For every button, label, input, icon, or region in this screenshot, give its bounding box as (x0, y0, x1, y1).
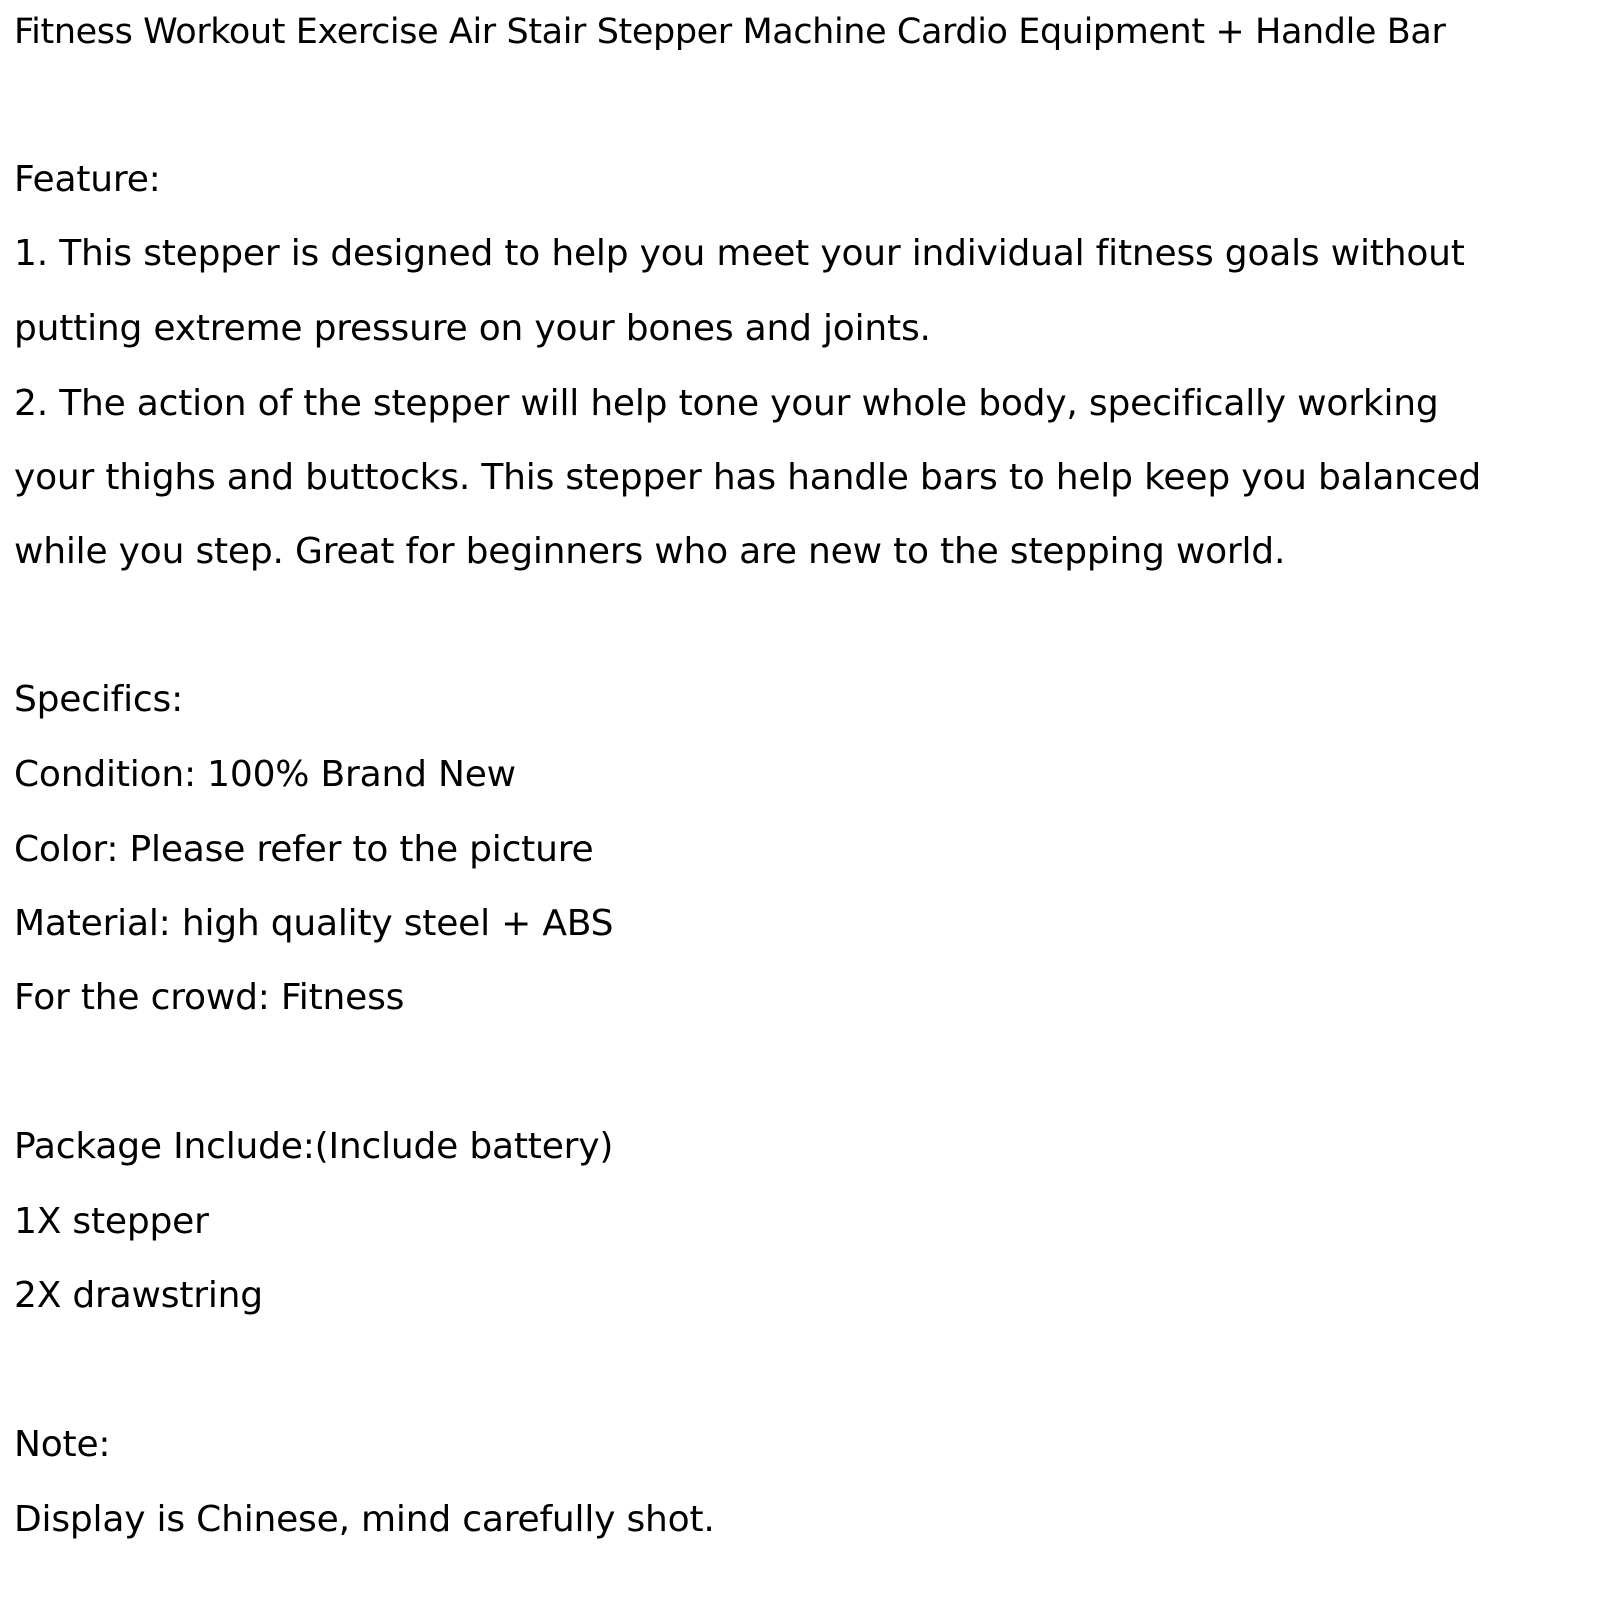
specifics-line: Material: high quality steel + ABS (14, 903, 614, 944)
feature-line: 1. This stepper is designed to help you meet your individual fitness goals without (14, 233, 1465, 274)
specifics-line: Condition: 100% Brand New (14, 754, 516, 795)
package-line: 1X stepper (14, 1201, 209, 1242)
package-heading: Package Include:(Include battery) (14, 1126, 614, 1167)
feature-heading: Feature: (14, 159, 161, 200)
feature-line: your thighs and buttocks. This stepper has handle bars to help keep you balanced (14, 457, 1481, 498)
specifics-line: For the crowd: Fitness (14, 977, 405, 1018)
feature-line: 2. The action of the stepper will help tone your whole body, specifically working (14, 383, 1439, 424)
note-heading: Note: (14, 1424, 111, 1465)
feature-line: while you step. Great for beginners who are new to the stepping world. (14, 531, 1286, 572)
package-line: 2X drawstring (14, 1275, 263, 1316)
product-title: Fitness Workout Exercise Air Stair Stepper Machine Cardio Equipment + Handle Bar (14, 12, 1446, 52)
feature-line: putting extreme pressure on your bones and joints. (14, 308, 931, 349)
specifics-heading: Specifics: (14, 679, 184, 720)
specifics-line: Color: Please refer to the picture (14, 829, 594, 870)
note-line: Display is Chinese, mind carefully shot. (14, 1499, 715, 1540)
